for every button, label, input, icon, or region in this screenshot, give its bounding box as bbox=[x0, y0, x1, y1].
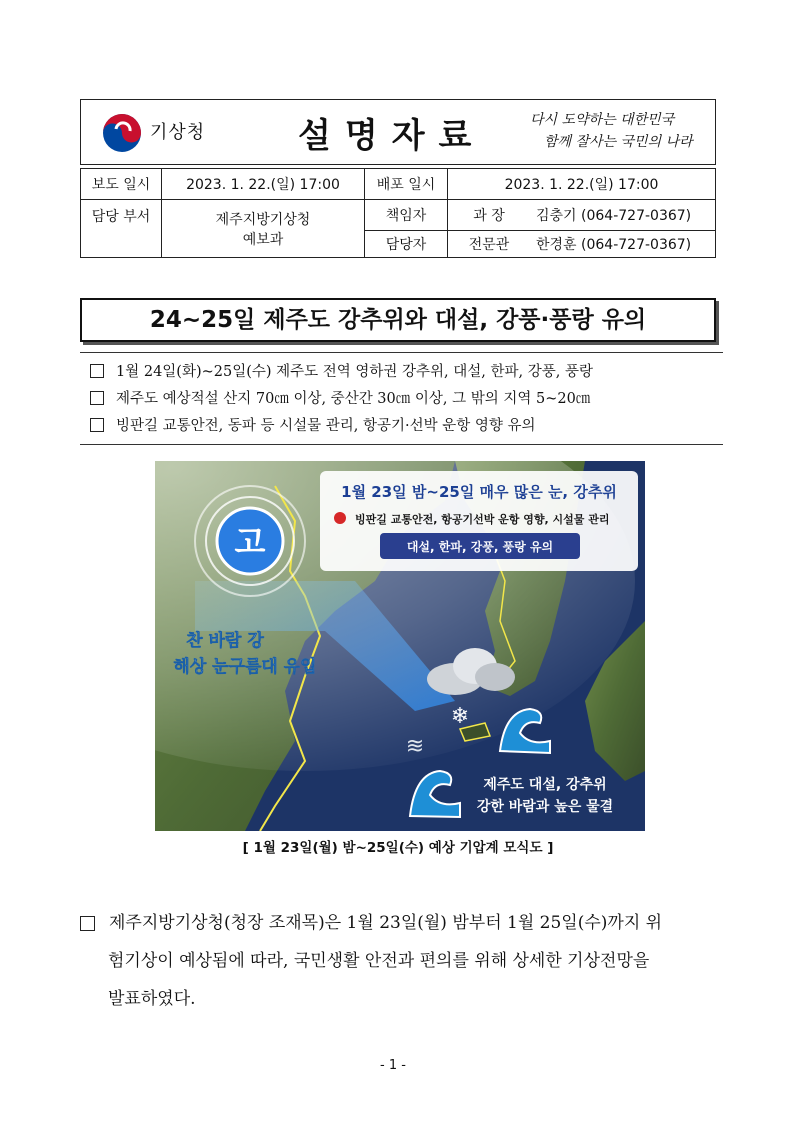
paragraph-text-3: 발표하였다. bbox=[108, 989, 196, 1009]
slogan-line2: 함께 잘사는 국민의 나라 bbox=[544, 134, 693, 150]
wind-icon: ≋ bbox=[405, 734, 425, 759]
bullet-item bbox=[80, 357, 723, 384]
body-paragraph bbox=[80, 904, 720, 1018]
responsible-label: 책임자 bbox=[365, 200, 448, 231]
map-caption: [ 1월 23일(월) 밤~25일(수) 예상 기압계 모식도 ] bbox=[242, 840, 554, 856]
bullet-text: 1월 24일(화)~25일(수) 제주도 전역 영하권 강추위, 대설, 한파, 강풍, 풍랑 bbox=[116, 364, 593, 380]
snowflake-icon: ❄ bbox=[450, 704, 470, 729]
contact-role: 전문관 bbox=[448, 231, 531, 258]
summary-bullets bbox=[80, 352, 723, 445]
slogan bbox=[530, 109, 710, 153]
dept-label: 담당 부서 bbox=[81, 200, 162, 258]
dept-value bbox=[162, 200, 365, 258]
contact-label: 담당자 bbox=[365, 231, 448, 258]
dept-line1: 제주지방기상청 bbox=[215, 211, 311, 228]
org-name: 기상청 bbox=[150, 122, 206, 143]
high-pressure-label: 고 bbox=[234, 523, 266, 561]
wind-text-line1: 찬 바람 강 bbox=[186, 631, 264, 651]
responsible-role: 과 장 bbox=[448, 200, 531, 231]
siren-icon bbox=[334, 512, 346, 524]
contact-name: 한경훈 (064-727-0367) bbox=[530, 231, 716, 258]
release-label: 보도 일시 bbox=[81, 169, 162, 200]
weather-map-illustration bbox=[155, 461, 645, 831]
bullet-item bbox=[80, 411, 723, 438]
responsible-name: 김충기 (064-727-0367) bbox=[530, 200, 716, 231]
page-number: - 1 - bbox=[380, 1058, 406, 1073]
checkbox-square-icon bbox=[90, 364, 104, 378]
banner-title: 1월 23일 밤~25일 매우 많은 눈, 강추위 bbox=[341, 483, 617, 501]
banner-pill: 대설, 한파, 강풍, 풍랑 유의 bbox=[406, 540, 554, 554]
banner-subtitle: 빙판길 교통안전, 항공기선박 운항 영향, 시설물 관리 bbox=[355, 513, 610, 526]
wind-text-line2: 해상 눈구름대 유입 bbox=[173, 657, 317, 677]
checkbox-square-icon bbox=[80, 916, 95, 931]
document-title: 설명자료 bbox=[298, 116, 486, 156]
dept-line2: 예보과 bbox=[242, 231, 284, 248]
slogan-line1: 다시 도약하는 대한민국 bbox=[530, 112, 675, 128]
release-value: 2023. 1. 22.(일) 17:00 bbox=[162, 169, 365, 200]
jeju-text-line2: 강한 바람과 높은 물결 bbox=[476, 799, 614, 815]
distribution-label: 배포 일시 bbox=[365, 169, 448, 200]
paragraph-line1 bbox=[80, 904, 720, 942]
bullet-text: 제주도 예상적설 산지 70㎝ 이상, 중산간 30㎝ 이상, 그 밖의 지역 5~20㎝ bbox=[116, 391, 591, 407]
jeju-text-line1: 제주도 대설, 강추위 bbox=[483, 777, 607, 793]
distribution-value: 2023. 1. 22.(일) 17:00 bbox=[448, 169, 716, 200]
paragraph-text-2: 험기상이 예상됨에 따라, 국민생활 안전과 편의를 위해 상세한 기상전망을 bbox=[108, 951, 650, 971]
release-info-table bbox=[80, 168, 716, 258]
bullet-item bbox=[80, 384, 723, 411]
headline: 24~25일 제주도 강추위와 대설, 강풍·풍랑 유의 bbox=[80, 298, 716, 342]
checkbox-square-icon bbox=[90, 418, 104, 432]
paragraph-text-1: 제주지방기상청(청장 조재목)은 1월 23일(월) 밤부터 1월 25일(수)까지 위 bbox=[109, 913, 663, 933]
bullet-text: 빙판길 교통안전, 동파 등 시설물 관리, 항공기·선박 운항 영향 유의 bbox=[116, 418, 536, 434]
checkbox-square-icon bbox=[90, 391, 104, 405]
